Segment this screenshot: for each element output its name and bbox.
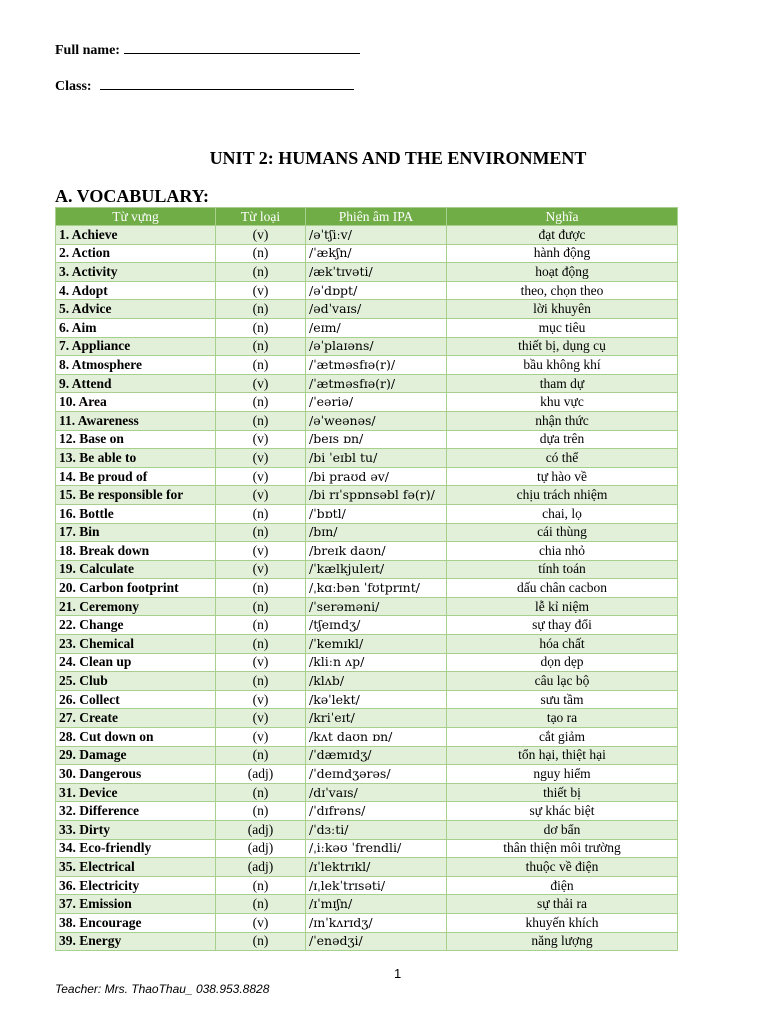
- vocab-word: 10. Area: [56, 393, 216, 412]
- class-label: Class:: [55, 79, 92, 94]
- vocab-part-of-speech: (n): [216, 876, 306, 895]
- vocab-word: 21. Ceremony: [56, 597, 216, 616]
- vocab-part-of-speech: (v): [216, 653, 306, 672]
- vocab-word: 15. Be responsible for: [56, 486, 216, 505]
- vocab-meaning: hoạt động: [447, 263, 678, 282]
- vocab-word: 9. Attend: [56, 374, 216, 393]
- vocab-word: 19. Calculate: [56, 560, 216, 579]
- vocab-meaning: thiết bị, dụng cụ: [447, 337, 678, 356]
- vocab-ipa: /kəˈlekt/: [306, 690, 447, 709]
- vocab-meaning: chịu trách nhiệm: [447, 486, 678, 505]
- vocab-part-of-speech: (v): [216, 226, 306, 245]
- vocab-part-of-speech: (v): [216, 728, 306, 747]
- vocab-part-of-speech: (n): [216, 597, 306, 616]
- table-row: [56, 244, 678, 263]
- vocab-part-of-speech: (v): [216, 690, 306, 709]
- vocab-ipa: /əˈdɒpt/: [306, 281, 447, 300]
- page-number: 1: [394, 966, 402, 981]
- vocab-meaning: thuộc về điện: [447, 858, 678, 877]
- vocab-word: 37. Emission: [56, 895, 216, 914]
- vocab-word: 24. Clean up: [56, 653, 216, 672]
- vocab-part-of-speech: (v): [216, 542, 306, 561]
- vocab-ipa: /ˈserəməni/: [306, 597, 447, 616]
- vocab-ipa: /eɪm/: [306, 318, 447, 337]
- vocab-meaning: nhận thức: [447, 411, 678, 430]
- vocab-part-of-speech: (n): [216, 393, 306, 412]
- vocabulary-table: [55, 207, 678, 951]
- table-row: [56, 932, 678, 951]
- vocab-word: 30. Dangerous: [56, 765, 216, 784]
- class-field: [55, 76, 354, 95]
- table-body: [56, 226, 678, 951]
- vocab-ipa: /ˈækʃn/: [306, 244, 447, 263]
- table-row: [56, 821, 678, 840]
- vocab-meaning: dấu chân cacbon: [447, 579, 678, 598]
- vocab-meaning: chia nhỏ: [447, 542, 678, 561]
- table-row: [56, 728, 678, 747]
- table-row: [56, 783, 678, 802]
- vocab-meaning: thân thiện môi trường: [447, 839, 678, 858]
- vocab-part-of-speech: (adj): [216, 839, 306, 858]
- vocab-word: 27. Create: [56, 709, 216, 728]
- table-row: [56, 765, 678, 784]
- vocab-meaning: thiết bị: [447, 783, 678, 802]
- teacher-footer: Teacher: Mrs. ThaoThau_ 038.953.8828: [55, 982, 270, 996]
- vocab-part-of-speech: (v): [216, 374, 306, 393]
- vocab-word: 4. Adopt: [56, 281, 216, 300]
- vocab-word: 29. Damage: [56, 746, 216, 765]
- vocab-word: 17. Bin: [56, 523, 216, 542]
- vocab-ipa: /əˈweənəs/: [306, 411, 447, 430]
- vocab-word: 34. Eco-friendly: [56, 839, 216, 858]
- table-row: [56, 318, 678, 337]
- vocab-part-of-speech: (v): [216, 560, 306, 579]
- vocab-word: 32. Difference: [56, 802, 216, 821]
- vocab-part-of-speech: (n): [216, 579, 306, 598]
- vocab-part-of-speech: (n): [216, 932, 306, 951]
- vocab-part-of-speech: (n): [216, 672, 306, 691]
- vocab-ipa: /kriˈeɪt/: [306, 709, 447, 728]
- vocab-ipa: /ˈdɪfrəns/: [306, 802, 447, 821]
- table-row: [56, 411, 678, 430]
- vocab-ipa: /ˈenədʒi/: [306, 932, 447, 951]
- full-name-label: Full name:: [55, 43, 120, 58]
- header-part-of-speech: Từ loại: [216, 208, 306, 226]
- table-row: [56, 393, 678, 412]
- vocab-word: 23. Chemical: [56, 635, 216, 654]
- vocab-meaning: dọn dẹp: [447, 653, 678, 672]
- vocab-meaning: hóa chất: [447, 635, 678, 654]
- vocab-word: 1. Achieve: [56, 226, 216, 245]
- table-row: [56, 281, 678, 300]
- vocab-meaning: cái thùng: [447, 523, 678, 542]
- table-row: [56, 913, 678, 932]
- vocab-ipa: /klʌb/: [306, 672, 447, 691]
- table-header-row: [56, 208, 678, 226]
- vocab-meaning: tổn hại, thiệt hại: [447, 746, 678, 765]
- vocab-meaning: lễ kỉ niệm: [447, 597, 678, 616]
- vocab-word: 16. Bottle: [56, 504, 216, 523]
- vocab-meaning: bầu không khí: [447, 356, 678, 375]
- vocab-part-of-speech: (n): [216, 356, 306, 375]
- vocab-word: 28. Cut down on: [56, 728, 216, 747]
- vocab-ipa: /ˈdeɪndʒərəs/: [306, 765, 447, 784]
- vocab-meaning: khuyến khích: [447, 913, 678, 932]
- vocab-part-of-speech: (n): [216, 746, 306, 765]
- vocab-meaning: tự hào về: [447, 467, 678, 486]
- vocab-meaning: theo, chọn theo: [447, 281, 678, 300]
- vocab-part-of-speech: (n): [216, 263, 306, 282]
- vocab-part-of-speech: (n): [216, 616, 306, 635]
- vocab-part-of-speech: (n): [216, 244, 306, 263]
- table-row: [56, 560, 678, 579]
- vocab-meaning: nguy hiểm: [447, 765, 678, 784]
- vocab-part-of-speech: (n): [216, 300, 306, 319]
- header-word: Từ vựng: [56, 208, 216, 226]
- vocab-word: 31. Device: [56, 783, 216, 802]
- vocab-part-of-speech: (v): [216, 486, 306, 505]
- vocab-ipa: /ˈætməsfɪə(r)/: [306, 356, 447, 375]
- vocab-ipa: /ækˈtɪvəti/: [306, 263, 447, 282]
- vocab-ipa: /ɪnˈkʌrɪdʒ/: [306, 913, 447, 932]
- vocab-part-of-speech: (n): [216, 895, 306, 914]
- vocab-ipa: /ɪˌlekˈtrɪsəti/: [306, 876, 447, 895]
- table-row: [56, 597, 678, 616]
- vocab-ipa: /ˈbɒtl/: [306, 504, 447, 523]
- vocab-ipa: /ˈdæmɪdʒ/: [306, 746, 447, 765]
- table-row: [56, 579, 678, 598]
- table-row: [56, 356, 678, 375]
- vocab-word: 8. Atmosphere: [56, 356, 216, 375]
- vocab-word: 18. Break down: [56, 542, 216, 561]
- class-blank: [100, 76, 354, 90]
- vocab-meaning: chai, lọ: [447, 504, 678, 523]
- table-row: [56, 263, 678, 282]
- table-row: [56, 746, 678, 765]
- vocab-ipa: /ˈeəriə/: [306, 393, 447, 412]
- vocab-ipa: /bi praʊd əv/: [306, 467, 447, 486]
- vocab-ipa: /ˌiːkəʊ ˈfrendli/: [306, 839, 447, 858]
- vocab-part-of-speech: (n): [216, 635, 306, 654]
- vocab-meaning: năng lượng: [447, 932, 678, 951]
- vocab-word: 33. Dirty: [56, 821, 216, 840]
- vocab-meaning: cắt giảm: [447, 728, 678, 747]
- vocab-word: 2. Action: [56, 244, 216, 263]
- vocab-meaning: hành động: [447, 244, 678, 263]
- vocab-ipa: /bɪn/: [306, 523, 447, 542]
- vocab-part-of-speech: (n): [216, 523, 306, 542]
- table-row: [56, 300, 678, 319]
- vocab-ipa: /ˈdɜːti/: [306, 821, 447, 840]
- vocab-word: 6. Aim: [56, 318, 216, 337]
- vocab-meaning: đạt được: [447, 226, 678, 245]
- vocab-meaning: sự khác biệt: [447, 802, 678, 821]
- vocab-meaning: sự thay đổi: [447, 616, 678, 635]
- table-row: [56, 523, 678, 542]
- vocab-meaning: lời khuyên: [447, 300, 678, 319]
- vocab-meaning: sự thải ra: [447, 895, 678, 914]
- table-row: [56, 895, 678, 914]
- vocab-ipa: /bi rɪˈspɒnsəbl fə(r)/: [306, 486, 447, 505]
- vocab-meaning: sưu tầm: [447, 690, 678, 709]
- table-row: [56, 374, 678, 393]
- vocab-part-of-speech: (v): [216, 281, 306, 300]
- vocab-ipa: /breɪk daʊn/: [306, 542, 447, 561]
- table-row: [56, 226, 678, 245]
- vocab-meaning: điện: [447, 876, 678, 895]
- table-row: [56, 616, 678, 635]
- vocab-word: 26. Collect: [56, 690, 216, 709]
- header-meaning: Nghĩa: [447, 208, 678, 226]
- vocab-meaning: câu lạc bộ: [447, 672, 678, 691]
- table-row: [56, 449, 678, 468]
- table-row: [56, 635, 678, 654]
- vocab-meaning: khu vực: [447, 393, 678, 412]
- vocab-part-of-speech: (n): [216, 411, 306, 430]
- vocab-part-of-speech: (v): [216, 467, 306, 486]
- vocab-meaning: dựa trên: [447, 430, 678, 449]
- table-row: [56, 542, 678, 561]
- vocab-word: 12. Base on: [56, 430, 216, 449]
- vocab-ipa: /tʃeɪndʒ/: [306, 616, 447, 635]
- vocab-part-of-speech: (n): [216, 318, 306, 337]
- vocab-part-of-speech: (n): [216, 802, 306, 821]
- vocab-ipa: /kʌt daʊn ɒn/: [306, 728, 447, 747]
- vocab-word: 39. Energy: [56, 932, 216, 951]
- vocab-ipa: /ɪˈlektrɪkl/: [306, 858, 447, 877]
- vocab-ipa: /ədˈvaɪs/: [306, 300, 447, 319]
- table-row: [56, 672, 678, 691]
- vocab-ipa: /əˈtʃiːv/: [306, 226, 447, 245]
- vocab-word: 14. Be proud of: [56, 467, 216, 486]
- vocab-ipa: /ˈkemɪkl/: [306, 635, 447, 654]
- vocab-part-of-speech: (n): [216, 783, 306, 802]
- table-row: [56, 839, 678, 858]
- vocab-word: 25. Club: [56, 672, 216, 691]
- vocab-meaning: dơ bẩn: [447, 821, 678, 840]
- vocab-ipa: /əˈplaɪəns/: [306, 337, 447, 356]
- table-row: [56, 486, 678, 505]
- table-row: [56, 858, 678, 877]
- vocab-ipa: /ˈætməsfɪə(r)/: [306, 374, 447, 393]
- vocab-ipa: /ˌkɑːbən ˈfʊtprɪnt/: [306, 579, 447, 598]
- full-name-field: [55, 40, 360, 59]
- vocab-part-of-speech: (adj): [216, 765, 306, 784]
- vocab-part-of-speech: (adj): [216, 821, 306, 840]
- vocab-ipa: /dɪˈvaɪs/: [306, 783, 447, 802]
- vocab-word: 36. Electricity: [56, 876, 216, 895]
- vocab-word: 11. Awareness: [56, 411, 216, 430]
- table-row: [56, 430, 678, 449]
- table-row: [56, 653, 678, 672]
- header-ipa: Phiên âm IPA: [306, 208, 447, 226]
- vocab-part-of-speech: (v): [216, 913, 306, 932]
- table-row: [56, 690, 678, 709]
- table-row: [56, 876, 678, 895]
- vocab-meaning: mục tiêu: [447, 318, 678, 337]
- vocab-part-of-speech: (v): [216, 449, 306, 468]
- vocab-word: 3. Activity: [56, 263, 216, 282]
- table-row: [56, 467, 678, 486]
- vocab-part-of-speech: (adj): [216, 858, 306, 877]
- vocab-part-of-speech: (v): [216, 430, 306, 449]
- vocab-word: 7. Appliance: [56, 337, 216, 356]
- vocab-ipa: /kliːn ʌp/: [306, 653, 447, 672]
- vocab-meaning: có thể: [447, 449, 678, 468]
- vocab-word: 5. Advice: [56, 300, 216, 319]
- vocab-ipa: /ˈkælkjuleɪt/: [306, 560, 447, 579]
- vocab-word: 22. Change: [56, 616, 216, 635]
- vocab-word: 35. Electrical: [56, 858, 216, 877]
- vocab-ipa: /ɪˈmɪʃn/: [306, 895, 447, 914]
- vocab-part-of-speech: (n): [216, 337, 306, 356]
- vocab-meaning: tham dự: [447, 374, 678, 393]
- vocab-meaning: tính toán: [447, 560, 678, 579]
- table-row: [56, 504, 678, 523]
- full-name-blank: [124, 40, 360, 54]
- vocab-ipa: /bi ˈeɪbl tu/: [306, 449, 447, 468]
- vocab-meaning: tạo ra: [447, 709, 678, 728]
- vocab-word: 38. Encourage: [56, 913, 216, 932]
- section-title: A. VOCABULARY:: [55, 186, 210, 206]
- vocab-word: 20. Carbon footprint: [56, 579, 216, 598]
- vocab-ipa: /beɪs ɒn/: [306, 430, 447, 449]
- table-row: [56, 709, 678, 728]
- page-title: UNIT 2: HUMANS AND THE ENVIRONMENT: [209, 148, 587, 168]
- table-row: [56, 337, 678, 356]
- table-row: [56, 802, 678, 821]
- vocab-part-of-speech: (v): [216, 709, 306, 728]
- vocab-word: 13. Be able to: [56, 449, 216, 468]
- vocab-part-of-speech: (n): [216, 504, 306, 523]
